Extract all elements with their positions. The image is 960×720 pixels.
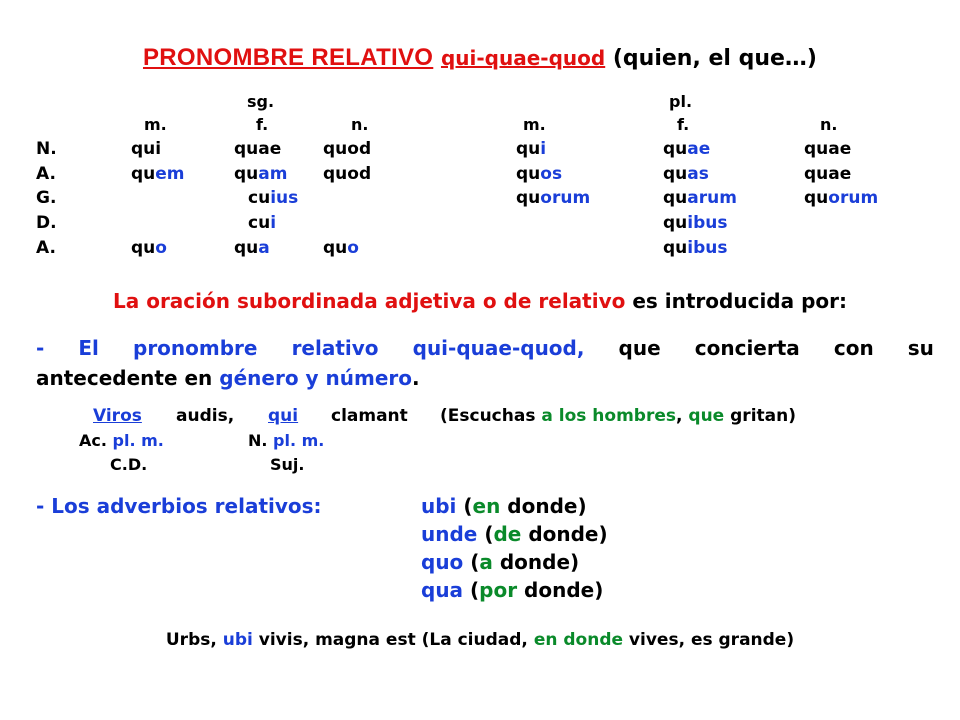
paragraph-line-1: - El pronombre relativo qui-quae-quod, que concierta con su [36, 336, 934, 360]
form-cell: quorum [516, 188, 591, 208]
header-pl-m: m. [523, 115, 546, 134]
example-word-audis: audis, [176, 406, 235, 426]
form-cell: quarum [663, 188, 737, 208]
form-cell: quae [663, 139, 711, 159]
example-urbs: Urbs, ubi vivis, magna est (La ciudad, en donde vives, es grande) [165, 630, 795, 650]
case-label: A. [36, 238, 56, 258]
form-cell: qui [516, 139, 547, 159]
form-cell: qua [234, 238, 270, 258]
form-cell: quam [234, 164, 288, 184]
annotation-qui: N. pl. m. [248, 431, 325, 450]
case-label: D. [36, 213, 57, 233]
form-cell: quorum [804, 188, 879, 208]
form-cell: quae [804, 139, 852, 159]
form-cell: quibus [663, 238, 728, 258]
form-cell: quod [323, 164, 372, 184]
form-cell: qui [131, 139, 162, 159]
example-word-viros: Viros [93, 406, 142, 426]
form-cell: quae [804, 164, 852, 184]
header-singular: sg. [247, 92, 275, 111]
form-cell: quod [323, 139, 372, 159]
title-forms: qui-quae-quod [440, 46, 606, 70]
form-cell: cui [248, 213, 277, 233]
case-label: A. [36, 164, 56, 184]
example-word-clamant: clamant [331, 406, 408, 426]
form-cell: quo [131, 238, 167, 258]
adverb-qua: qua (por donde) [421, 578, 604, 602]
header-sg-n: n. [351, 115, 369, 134]
header-pl-f: f. [677, 115, 690, 134]
title-gloss: (quien, el que…) [612, 46, 817, 71]
form-cell: cuius [248, 188, 299, 208]
form-cell: quem [131, 164, 185, 184]
paragraph-line-2: antecedente en género y número. [36, 366, 420, 390]
form-cell: quo [323, 238, 359, 258]
example-word-qui: qui [268, 406, 299, 426]
relative-clause-heading: La oración subordinada adjetiva o de relativo es introducida por: [113, 289, 847, 313]
form-cell: quae [234, 139, 282, 159]
form-cell: quibus [663, 213, 728, 233]
case-label: N. [36, 139, 57, 159]
case-label: G. [36, 188, 57, 208]
form-cell: quos [516, 164, 563, 184]
header-pl-n: n. [820, 115, 838, 134]
adverbs-label: - Los adverbios relativos: [36, 494, 322, 518]
form-cell: quas [663, 164, 709, 184]
page-title [0, 44, 960, 72]
header-sg-f: f. [256, 115, 269, 134]
function-subject: Suj. [270, 455, 305, 474]
header-plural: pl. [669, 92, 693, 111]
annotation-viros: Ac. pl. m. [79, 431, 164, 450]
function-direct-object: C.D. [110, 455, 148, 474]
adverb-quo: quo (a donde) [421, 550, 580, 574]
adverb-unde: unde (de donde) [421, 522, 608, 546]
title-main: PRONOMBRE RELATIVO [142, 44, 434, 71]
example-translation: (Escuchas a los hombres, que gritan) [440, 406, 796, 426]
adverb-ubi: ubi (en donde) [421, 494, 587, 518]
header-sg-m: m. [144, 115, 167, 134]
relative-pronoun-paragraph [36, 333, 934, 393]
